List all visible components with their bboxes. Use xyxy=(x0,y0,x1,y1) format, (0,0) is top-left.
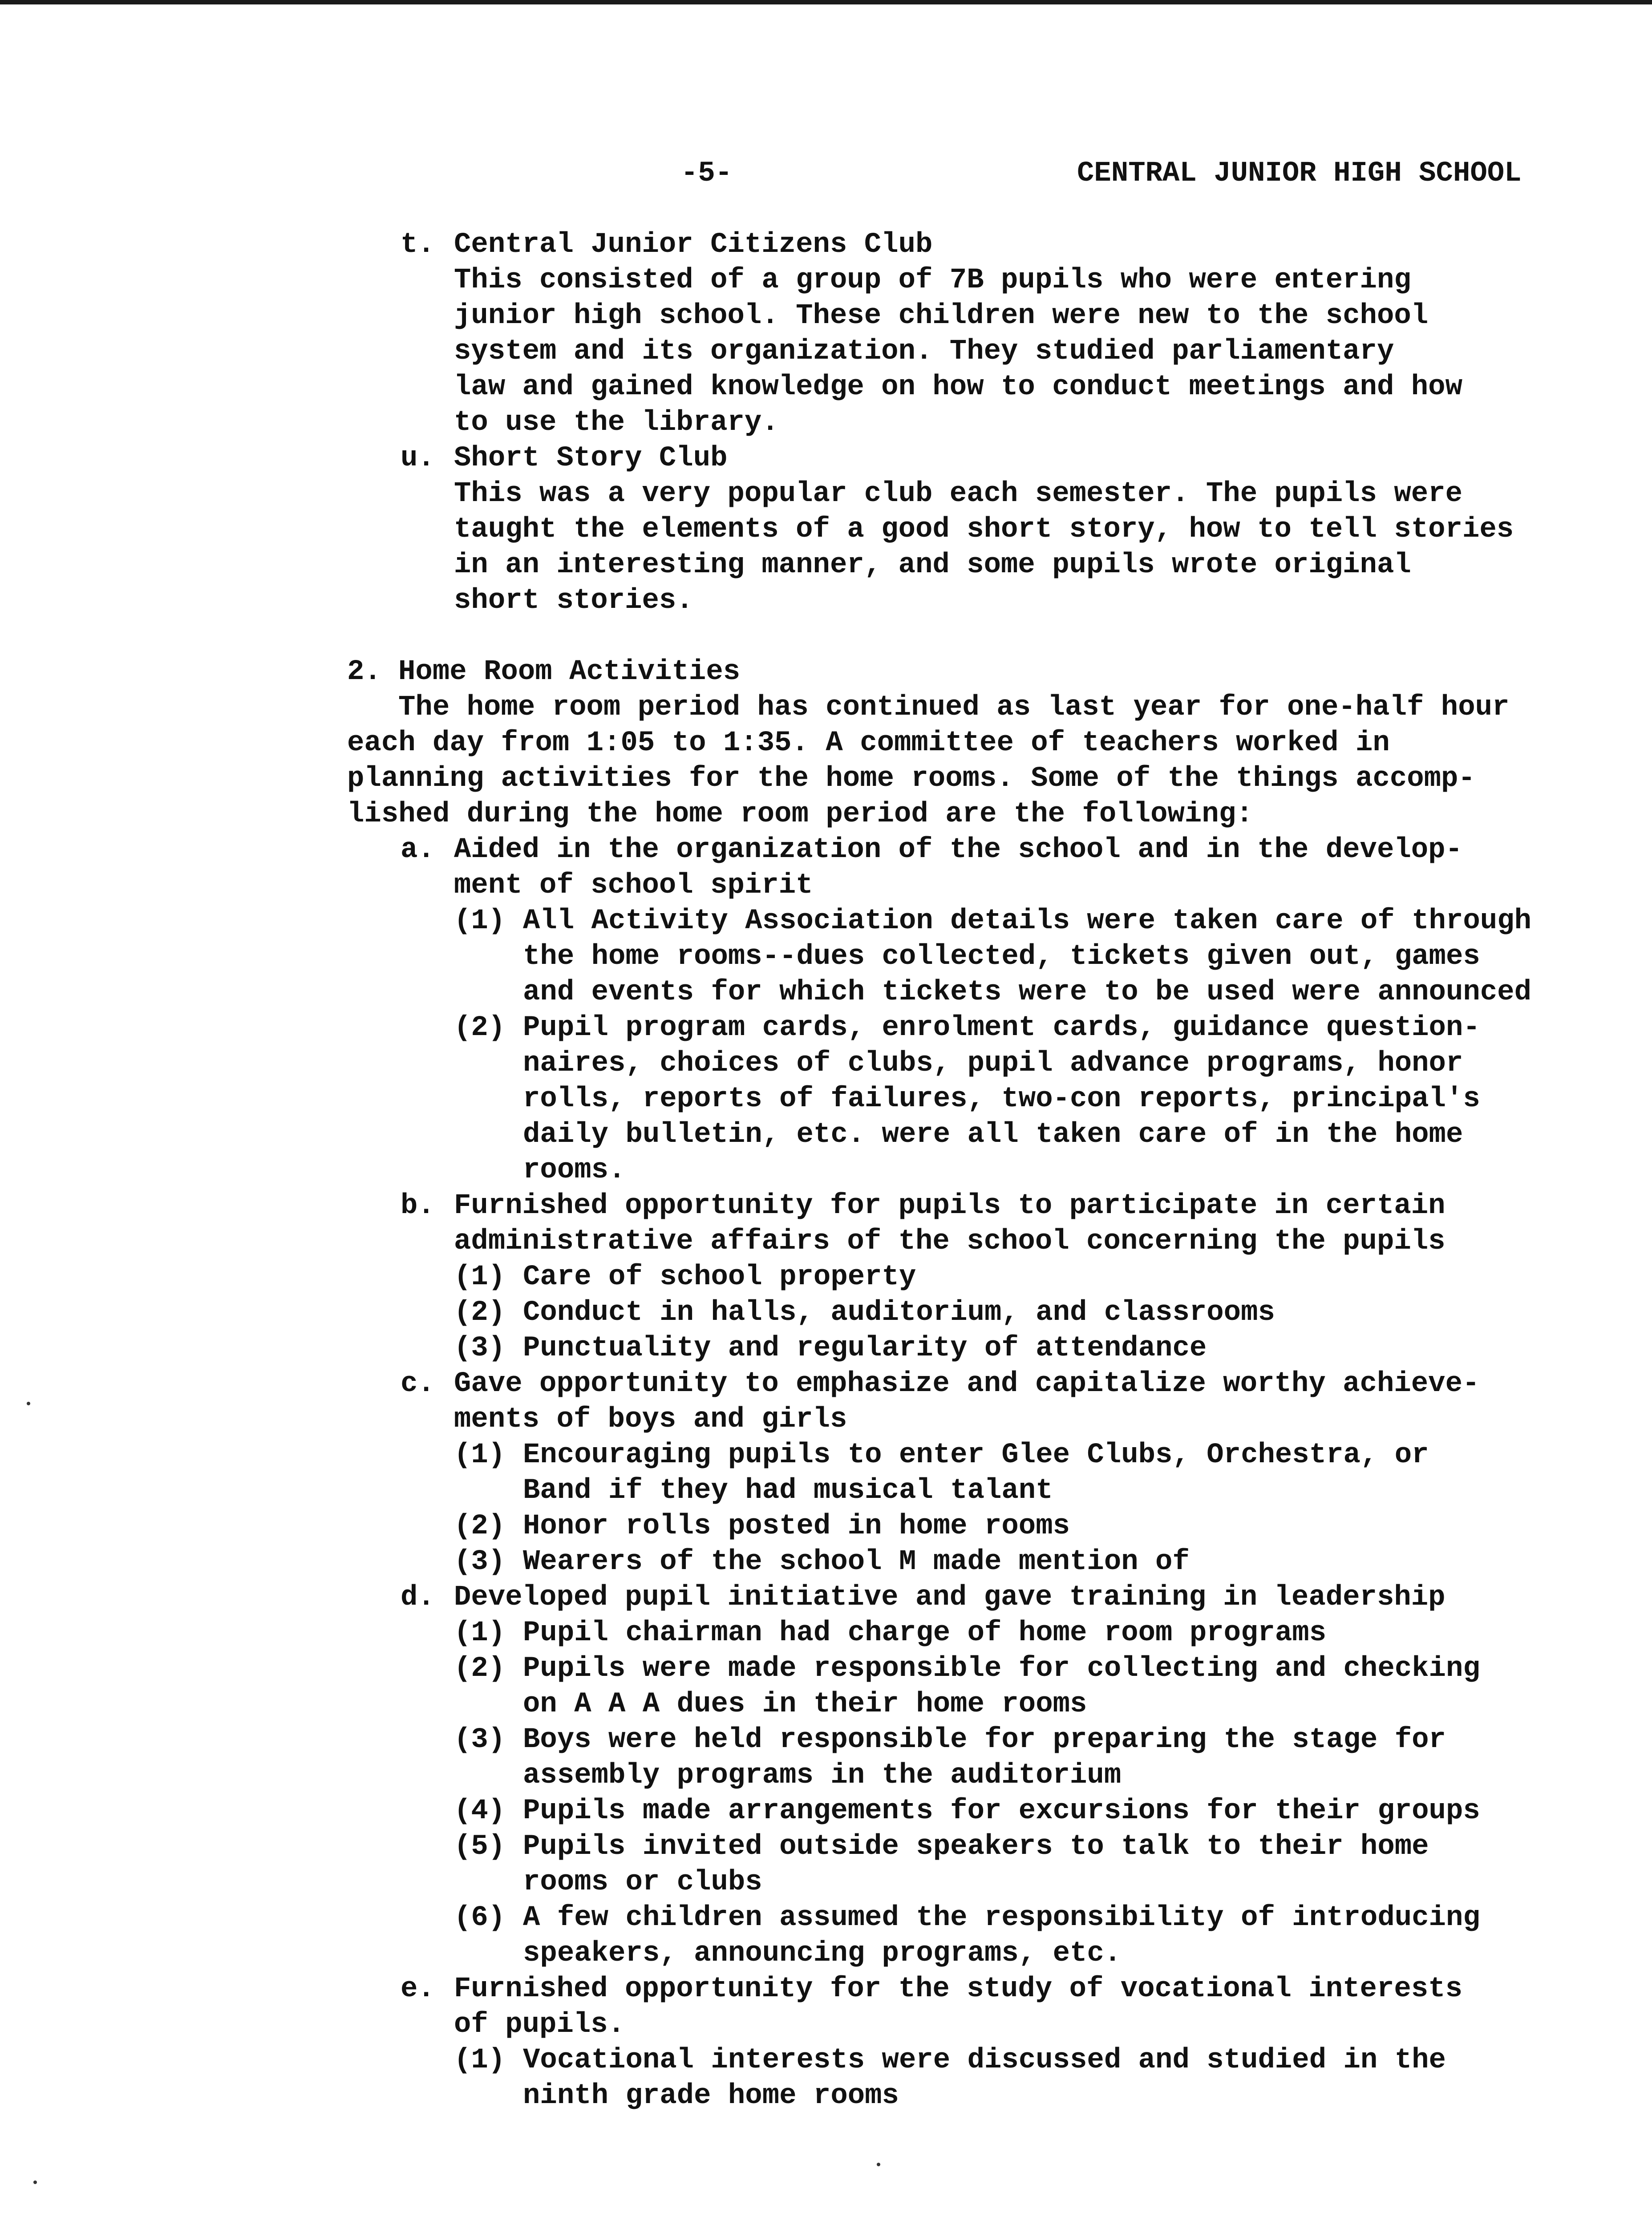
text-line: Conduct in halls, auditorium, and classrooms xyxy=(523,1297,1275,1329)
text-line: Developed pupil initiative and gave training in leadership xyxy=(454,1582,1446,1614)
text-line: Wearers of the school M made mention of xyxy=(523,1546,1190,1578)
text-line: naires, choices of clubs, pupil advance programs, honor xyxy=(523,1048,1463,1080)
text-line: ment of school spirit xyxy=(454,870,813,902)
text-line: on A A A dues in their home rooms xyxy=(523,1688,1087,1720)
scan-top-border xyxy=(0,0,1652,4)
text-line: Boys were held responsible for preparing the stage for xyxy=(523,1724,1446,1756)
section-heading: Home Room Activities xyxy=(398,656,741,688)
text-line: Pupil chairman had charge of home room programs xyxy=(523,1617,1327,1649)
text-line: This was a very popular club each semester. The pupils were xyxy=(454,478,1462,510)
item-marker: e. xyxy=(401,1973,435,2005)
text-line: Aided in the organization of the school and in the develop- xyxy=(454,834,1462,866)
subitem-marker: (3) xyxy=(454,1332,506,1364)
text-line: All Activity Association details were taken care of through xyxy=(523,905,1531,937)
school-name-header: CENTRAL JUNIOR HIGH SCHOOL xyxy=(1077,158,1522,190)
text-line: Punctuality and regularity of attendance xyxy=(523,1332,1207,1364)
text-line: and events for which tickets were to be used were announced xyxy=(523,976,1531,1008)
subitem-marker: (3) xyxy=(454,1546,506,1578)
subitem-marker: (3) xyxy=(454,1724,506,1756)
text-line: Encouraging pupils to enter Glee Clubs, Orchestra, or xyxy=(523,1439,1429,1471)
text-line: Pupil program cards, enrolment cards, guidance question- xyxy=(523,1012,1480,1044)
text-line: Pupils invited outside speakers to talk to their home xyxy=(523,1831,1429,1863)
item-marker: a. xyxy=(401,834,435,866)
subitem-marker: (1) xyxy=(454,905,506,937)
text-line: rooms. xyxy=(523,1154,626,1186)
text-line: Pupils were made responsible for collecting and checking xyxy=(523,1653,1480,1685)
text-line: rooms or clubs xyxy=(523,1866,762,1898)
subitem-marker: (1) xyxy=(454,1439,506,1471)
text-line: Band if they had musical talant xyxy=(523,1475,1053,1507)
text-line: Gave opportunity to emphasize and capitalize worthy achieve- xyxy=(454,1368,1480,1400)
text-line: of pupils. xyxy=(454,2009,625,2041)
text-line: lished during the home room period are the following: xyxy=(347,798,1253,830)
text-line: Furnished opportunity for the study of vocational interests xyxy=(454,1973,1462,2005)
club-heading: Central Junior Citizens Club xyxy=(454,229,933,261)
text-line: law and gained knowledge on how to conduct meetings and how xyxy=(454,371,1462,403)
section-marker: 2. xyxy=(347,656,381,688)
subitem-marker: (2) xyxy=(454,1653,506,1685)
item-marker: t. xyxy=(401,229,435,261)
subitem-marker: (1) xyxy=(454,2044,506,2076)
item-marker: d. xyxy=(401,1582,435,1614)
text-line: short stories. xyxy=(454,585,693,617)
text-line: Care of school property xyxy=(523,1261,916,1293)
text-line: The home room period has continued as last year for one-half hour xyxy=(398,692,1510,724)
text-line: the home rooms--dues collected, tickets given out, games xyxy=(523,941,1480,973)
text-line: Vocational interests were discussed and studied in the xyxy=(523,2044,1446,2076)
text-line: Furnished opportunity for pupils to participate in certain xyxy=(454,1190,1446,1222)
subitem-marker: (1) xyxy=(454,1617,506,1649)
item-marker: u. xyxy=(401,442,435,474)
text-line: daily bulletin, etc. were all taken care of in the home xyxy=(523,1119,1463,1151)
text-line: each day from 1:05 to 1:35. A committee of teachers worked in xyxy=(347,727,1390,759)
text-line: speakers, announcing programs, etc. xyxy=(523,1938,1122,1970)
subitem-marker: (2) xyxy=(454,1297,506,1329)
text-line: in an interesting manner, and some pupils wrote original xyxy=(454,549,1411,581)
text-line: to use the library. xyxy=(454,407,779,439)
subitem-marker: (5) xyxy=(454,1831,506,1863)
subitem-marker: (1) xyxy=(454,1261,506,1293)
text-line: Honor rolls posted in home rooms xyxy=(523,1510,1070,1542)
item-marker: c. xyxy=(401,1368,435,1400)
subitem-marker: (6) xyxy=(454,1902,506,1934)
subitem-marker: (4) xyxy=(454,1795,506,1827)
page-number: -5- xyxy=(681,158,733,190)
text-line: ments of boys and girls xyxy=(454,1404,847,1436)
text-line: system and its organization. They studied parliamentary xyxy=(454,336,1394,368)
text-line: assembly programs in the auditorium xyxy=(523,1760,1122,1792)
text-line: This consisted of a group of 7B pupils who were entering xyxy=(454,264,1411,296)
text-line: taught the elements of a good short story, how to tell stories xyxy=(454,514,1514,546)
text-line: ninth grade home rooms xyxy=(523,2080,899,2112)
text-line: rolls, reports of failures, two-con reports, principal's xyxy=(523,1083,1480,1115)
scan-speck xyxy=(33,2180,37,2184)
text-line: junior high school. These children were new to the school xyxy=(454,300,1429,332)
club-heading: Short Story Club xyxy=(454,442,728,474)
scan-speck xyxy=(877,2163,880,2166)
subitem-marker: (2) xyxy=(454,1510,506,1542)
text-line: Pupils made arrangements for excursions for their groups xyxy=(523,1795,1480,1827)
scan-speck xyxy=(27,1402,30,1405)
item-marker: b. xyxy=(401,1190,435,1222)
text-line: administrative affairs of the school concerning the pupils xyxy=(454,1226,1446,1258)
subitem-marker: (2) xyxy=(454,1012,506,1044)
text-line: A few children assumed the responsibility of introducing xyxy=(523,1902,1480,1934)
text-line: planning activities for the home rooms. Some of the things accomp- xyxy=(347,763,1475,795)
